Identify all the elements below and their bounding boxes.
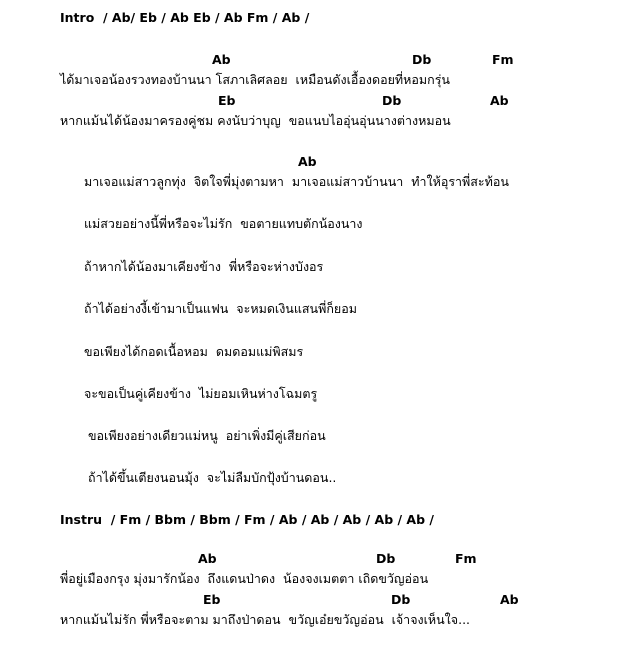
- chorus-line-3: ถ้าหากได้น้องมาเคียงข้าง พี่หรือจะห่างบังอร: [84, 259, 324, 274]
- lyric-verse1-1: ได้มาเจอน้องรวงทองบ้านนา โสภาเลิศลอย เหมือนดังเอื้องดอยที่หอมกรุ่น: [60, 72, 450, 87]
- chord-chorus: Ab: [298, 154, 317, 169]
- chorus-line-7: ขอเพียงอย่างเดียวแม่หนู อย่าเพิ่งมีคู่เสียก่อน: [88, 428, 326, 443]
- chord-verse1-1c: Fm: [492, 52, 514, 67]
- lyric-verse2-2: หากแม้นไม่รัก พี่หรือจะตาม มาถึงป่าดอน ขวัญเอ๋ยขวัญอ่อน เจ้าจงเห็นใจ...: [60, 612, 471, 627]
- chord-verse2-2b: Db: [391, 592, 411, 607]
- chorus-line-6: จะขอเป็นคู่เคียงข้าง ไม่ยอมเหินห่างโฉมตรู: [84, 386, 318, 401]
- chord-verse1-1a: Ab: [212, 52, 231, 67]
- chord-verse2-2c: Ab: [500, 592, 519, 607]
- chorus-line-5: ขอเพียงได้กอดเนื้อหอม ดมดอมแม่พิสมร: [84, 344, 304, 359]
- chord-verse1-2c: Ab: [490, 93, 509, 108]
- chord-verse2-1b: Db: [376, 551, 396, 566]
- lyric-verse2-1: พี่อยู่เมืองกรุง มุ่งมารักน้อง ถึงแดนป่าดง น้องจงเมตตา เถิดขวัญอ่อน: [60, 571, 429, 586]
- chorus-line-8: ถ้าได้ขึ้นเตียงนอนมุ้ง จะไม่ลืมบักปุ้งบ้านดอน..: [88, 470, 337, 485]
- intro-line: Intro / Ab/ Eb / Ab Eb / Ab Fm / Ab /: [60, 10, 310, 25]
- chorus-line-1: มาเจอแม่สาวลูกทุ่ง จิตใจพี่มุ่งตามหา มาเจอแม่สาวบ้านนา ทำให้อุราพี่สะท้อน: [84, 174, 509, 189]
- instru-line: Instru / Fm / Bbm / Bbm / Fm / Ab / Ab / Ab / Ab / Ab /: [60, 512, 434, 527]
- chorus-line-2: แม่สวยอย่างนี้พี่หรือจะไม่รัก ขอตายแทบตักน้องนาง: [84, 216, 363, 231]
- chord-verse2-1a: Ab: [198, 551, 217, 566]
- chorus-line-4: ถ้าได้อย่างงี้เข้ามาเป็นแฟน จะหมดเงินแสนพี่ก็ยอม: [84, 301, 357, 316]
- chord-verse1-2a: Eb: [218, 93, 236, 108]
- chord-verse2-2a: Eb: [203, 592, 221, 607]
- lyric-verse1-2: หากแม้นได้น้องมาครองคู่ชม คงนับว่าบุญ ขอแนบไออุ่นอุ่นนางต่างหมอน: [60, 113, 451, 128]
- chord-verse2-1c: Fm: [455, 551, 477, 566]
- chord-verse1-2b: Db: [382, 93, 402, 108]
- chord-verse1-1b: Db: [412, 52, 432, 67]
